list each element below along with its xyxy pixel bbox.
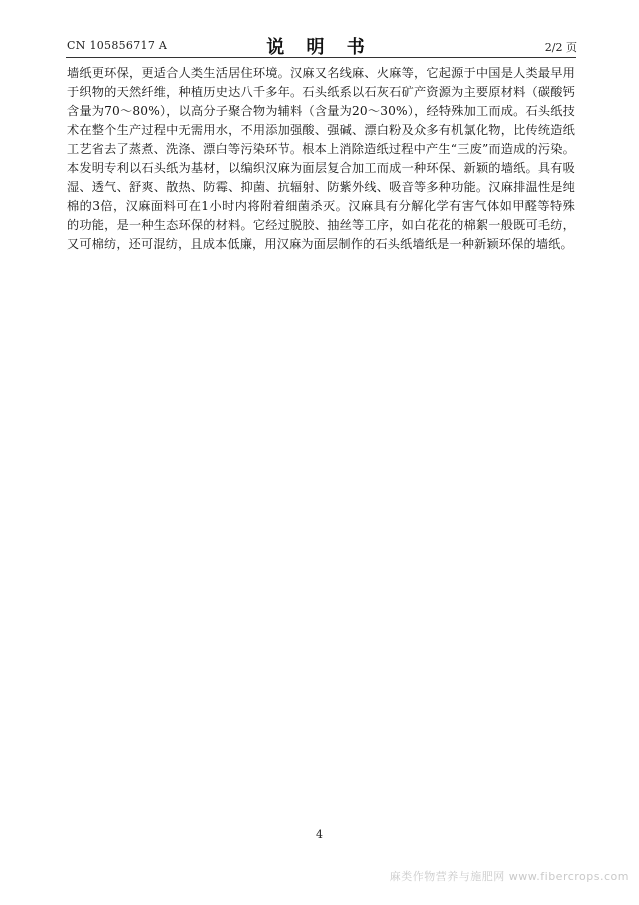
header-divider — [66, 57, 576, 58]
page-number: 4 — [316, 828, 323, 841]
page-of-indicator: 2/2 页 — [544, 41, 577, 54]
description-paragraph: 墙纸更环保，更适合人类生活居住环境。汉麻又名线麻、火麻等，它起源于中国是人类最早用于织物的天然纤维，种植历史达八千多年。石头纸系以石灰石矿产资源为主要原材料（碳酸钙含量为70～80%），以高分子聚合物为辅料（含量为20～30%），经特殊加工而成。石头纸技术在整个生产过程中无需用水，不用添加强酸、强碱、漂白粉及众多有机氯化物，比传统造纸工艺省去了蒸煮、洗涤、漂白等污染环节。根本上消除造纸过程中产生“三废”而造成的污染。本发明专利以石头纸为基材，以编织汉麻为面层复合加工而成一种环保、新颖的墙纸。具有吸湿、透气、舒爽、散热、防霉、抑菌、抗辐射、防紫外线、吸音等多种功能。汉麻排温性是纯棉的3倍，汉麻面料可在1小时内将附着细菌杀灭。汉麻具有分解化学有害气体如甲醛等特殊的功能，是一种生态环保的材料。它经过脱胶、抽丝等工序，如白花花的棉絮一般既可毛纺，又可棉纺，还可混纺，且成本低廉，用汉麻为面层制作的石头纸墙纸是一种新颖环保的墙纸。 — [67, 66, 575, 251]
publication-number: CN 105856717 A — [67, 39, 168, 52]
site-watermark: 麻类作物营养与施肥网 www.fibercrops.com — [389, 870, 629, 883]
document-title: 说 明 书 — [266, 37, 373, 58]
